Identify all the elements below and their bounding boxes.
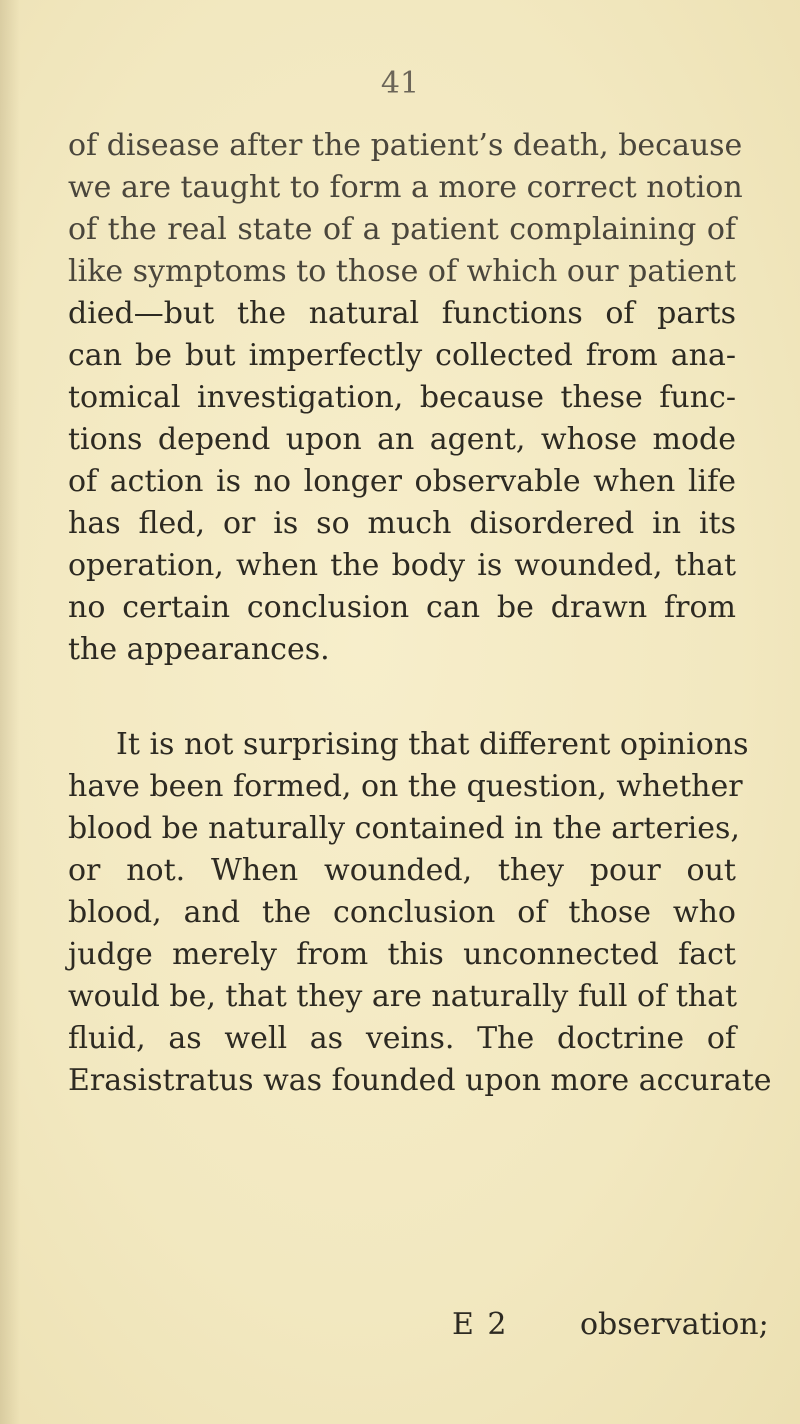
text-line: died—but the natural functions of parts	[68, 296, 736, 331]
page-number: 41	[380, 66, 420, 101]
text-line: It is not surprising that different opinions	[116, 727, 749, 762]
text-line: like symptoms to those of which our patient	[68, 254, 737, 289]
catchword: observation;	[580, 1307, 769, 1342]
text-line: has fled, or is so much disordered in its	[68, 506, 736, 541]
text-line: of the real state of a patient complaining of	[68, 212, 736, 247]
text-line: no certain conclusion can be drawn from	[68, 590, 736, 625]
text-line: fluid, as well as veins. The doctrine of	[68, 1021, 736, 1056]
signature-mark: E 2	[452, 1307, 509, 1342]
text-line: operation, when the body is wounded, that	[68, 548, 736, 583]
text-line: or not. When wounded, they pour out	[68, 853, 736, 888]
text-line: the appearances.	[68, 632, 330, 667]
text-line: of action is no longer observable when life	[68, 464, 736, 499]
text-line: Erasistratus was founded upon more accurate	[68, 1063, 772, 1098]
text-line: we are taught to form a more correct notion	[68, 170, 743, 205]
text-line: have been formed, on the question, whether	[68, 769, 743, 804]
text-line: blood, and the conclusion of those who	[68, 895, 736, 930]
text-line: judge merely from this unconnected fact	[68, 937, 736, 972]
text-line: would be, that they are naturally full of that	[68, 979, 738, 1014]
text-line: blood be naturally contained in the arteries,	[68, 811, 740, 846]
text-line: can be but imperfectly collected from ana-	[68, 338, 736, 373]
text-line: of disease after the patient’s death, because	[68, 128, 743, 163]
page-gutter-shadow	[0, 0, 20, 1424]
text-line: tomical investigation, because these func-	[68, 380, 736, 415]
text-line: tions depend upon an agent, whose mode	[68, 422, 736, 457]
